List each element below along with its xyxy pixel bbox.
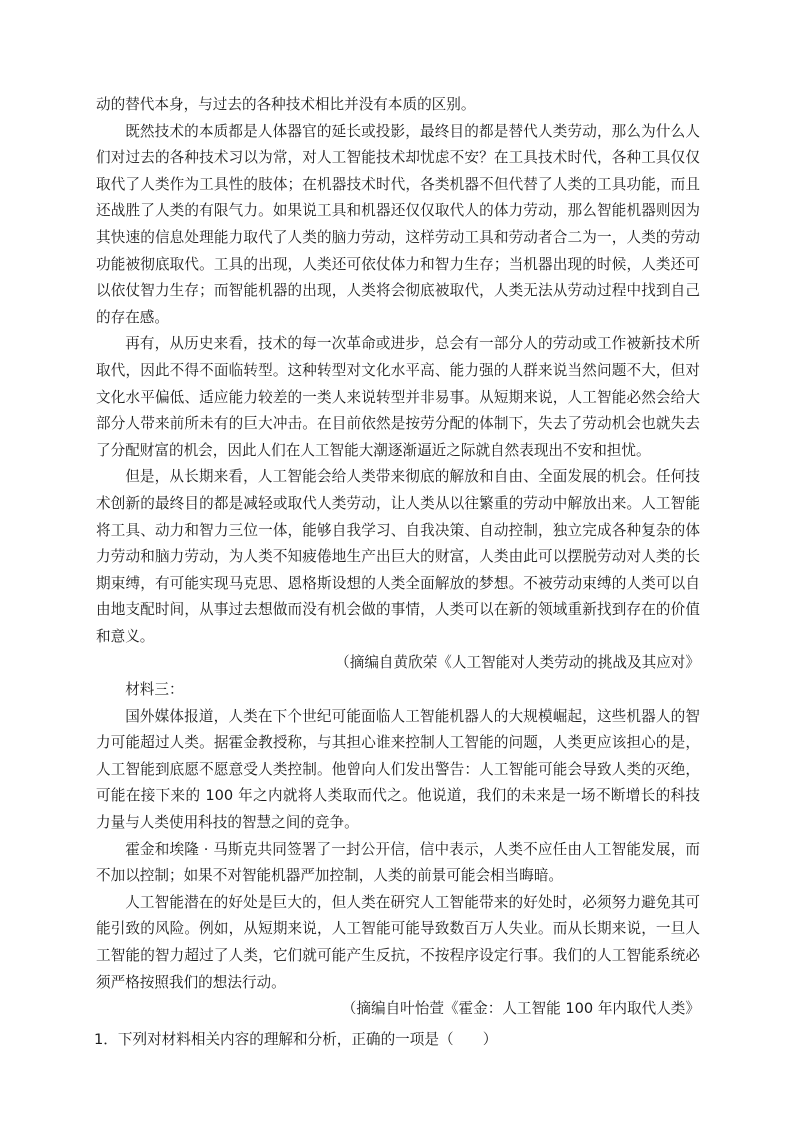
material-three-heading: 材料三： bbox=[125, 681, 184, 699]
document-body bbox=[96, 92, 700, 1053]
paragraph-history-view: 再有，从历史来看，技术的每一次革命或进步，总会有一部分人的劳动或工作被新技术所取代，因此不得不面临转型。这种转型对文化水平高、能力强的人群来说当然问题不大，但对文化水平偏低、适应能力较差的一类人来说转型并非易事。从短期来说，人工智能必然会给大部分人带来前所未有的巨大冲击。在目前依然是按劳分配的体制下，失去了劳动机会也就失去了分配财富的机会，因此人们在人工智能大潮逐渐逼近之际就自然表现出不安和担忧。 bbox=[96, 335, 700, 459]
source-citation-2: （摘编自叶怡萱《霍金：人工智能 100 年内取代人类》 bbox=[341, 1000, 700, 1018]
paragraph-open-letter: 霍金和埃隆 · 马斯克共同签署了一封公开信，信中表示，人类不应任由人工智能发展，而不加以控制；如果不对智能机器严加控制，人类的前景可能会相当晦暗。 bbox=[96, 840, 700, 885]
source-citation-1: （摘编自黄欣荣《人工智能对人类劳动的挑战及其应对》 bbox=[335, 654, 700, 672]
paragraph-hawking-warning: 国外媒体报道，人类在下个世纪可能面临人工智能机器人的大规模崛起，这些机器人的智力可能超过人类。据霍金教授称，与其担心谁来控制人工智能的问题，人类更应该担心的是，人工智能到底愿不愿意受人类控制。他曾向人们发出警告：人工智能可能会导致人类的灭绝，可能在接下来的 100 年之内就将人类取而代之。他说道，我们的未来是一场不断增长的科技力量与人类使用科技的智慧之间的竞争。 bbox=[96, 707, 700, 832]
paragraph-long-term-view: 但是，从长期来看，人工智能会给人类带来彻底的解放和自由、全面发展的机会。任何技术创新的最终目的都是减轻或取代人类劳动，让人类从以往繁重的劳动中解放出来。人工智能将工具、动力和智力三位一体，能够自我学习、自我决策、自动控制，独立完成各种复杂的体力劳动和脑力劳动，为人类不知疲倦地生产出巨大的财富，人类由此可以摆脱劳动对人类的长期束缚，有可能实现马克思、恩格斯设想的人类全面解放的梦想。不被劳动束缚的人类可以自由地支配时间，从事过去想做而没有机会做的事情，人类可以在新的领域重新找到存在的价值和意义。 bbox=[96, 468, 700, 645]
paragraph-ai-risks: 人工智能潜在的好处是巨大的，但人类在研究人工智能带来的好处时，必须努力避免其可能引致的风险。例如，从短期来说，人工智能可能导致数百万人失业。而从长期来说，一旦人工智能的智力超过了人类，它们就可能产生反抗，不按程序设定行事。我们的人工智能系统必须严格按照我们的想法行动。 bbox=[96, 893, 700, 991]
paragraph-continuation: 动的替代本身，与过去的各种技术相比并没有本质的区别。 bbox=[96, 96, 476, 113]
paragraph-technology-essence: 既然技术的本质都是人体器官的延长或投影，最终目的都是替代人类劳动，那么为什么人们对过去的各种技术习以为常，对人工智能技术却忧虑不安？在工具技术时代，各种工具仅仅取代了人类作为工具性的肢体；在机器技术时代，各类机器不但代替了人类的工具功能，而且还战胜了人类的有限气力。如果说工具和机器还仅仅取代人的体力劳动，那么智能机器则因为其快速的信息处理能力取代了人类的脑力劳动，这样劳动工具和劳动者合二为一，人类的劳动功能被彻底取代。工具的出现，人类还可依仗体力和智力生存；当机器出现的时候，人类还可以依仗智力生存；而智能机器的出现，人类将会彻底被取代，人类无法从劳动过程中找到自己的存在感。 bbox=[96, 122, 700, 326]
question-1: 1．下列对材料相关内容的理解和分析，正确的一项是（ ） bbox=[94, 1030, 498, 1048]
